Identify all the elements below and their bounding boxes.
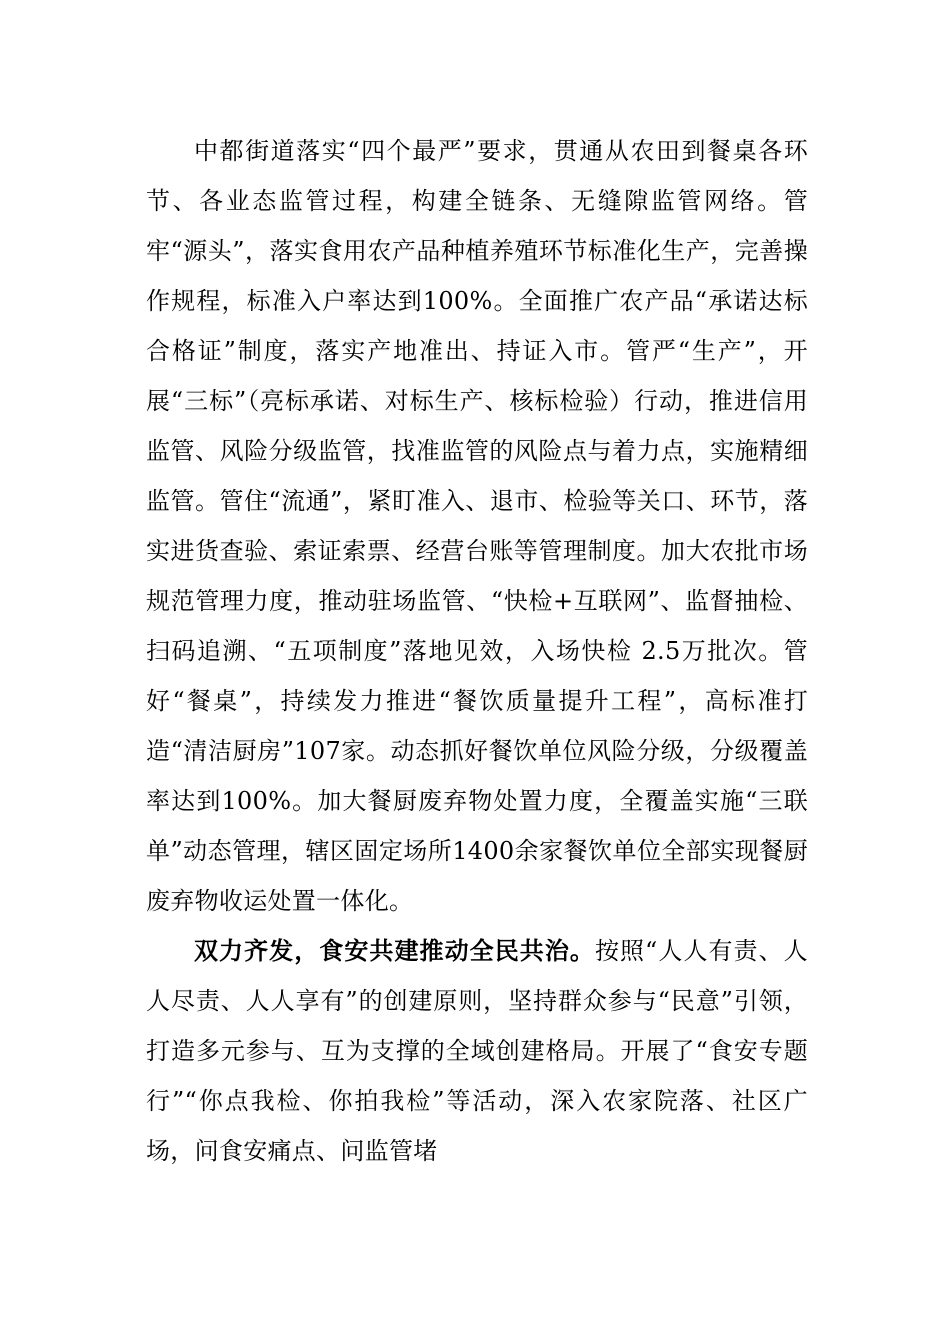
document-body xyxy=(146,126,808,1176)
paragraph-text: 按照“人人有责、人人尽责、人人享有”的创建原则，坚持群众参与“民意”引领，打造多元参与、互为支撑的全域创建格局。开展了“食安专题行”“你点我检、你拍我检”等活动，深入农家院落、社区广场，问食安痛点、问监管堵 xyxy=(146,937,808,1165)
paragraph-text: 中都街道落实“四个最严”要求，贯通从农田到餐桌各环节、各业态监管过程，构建全链条、无缝隙监管网络。管牢“源头”，落实食用农产品种植养殖环节标准化生产，完善操作规程，标准入户率达到100%。全面推广农产品“承诺达标合格证”制度，落实产地准出、持证入市。管严“生产”，开展“三标”（亮标承诺、对标生产、核标检验）行动，推进信用监管、风险分级监管，找准监管的风险点与着力点，实施精细监管。管住“流通”，紧盯准入、退市、检验等关口、环节，落实进货查验、索证索票、经营台账等管理制度。加大农批市场规范管理力度，推动驻场监管、“快检+互联网”、监督抽检、扫码追溯、“五项制度”落地见效，入场快检 2.5万批次。管好“餐桌”，持续发力推进“餐饮质量提升工程”，高标准打造“清洁厨房”107家。动态抓好餐饮单位风险分级，分级覆盖率达到100%。加大餐厨废弃物处置力度，全覆盖实施“三联单”动态管理，辖区固定场所1400余家餐饮单位全部实现餐厨废弃物收运处置一体化。 xyxy=(146,137,808,915)
paragraph-food-supervision xyxy=(146,126,808,926)
paragraph-co-governance xyxy=(146,926,808,1176)
paragraph-lead: 双力齐发，食安共建推动全民共治。 xyxy=(194,937,595,965)
